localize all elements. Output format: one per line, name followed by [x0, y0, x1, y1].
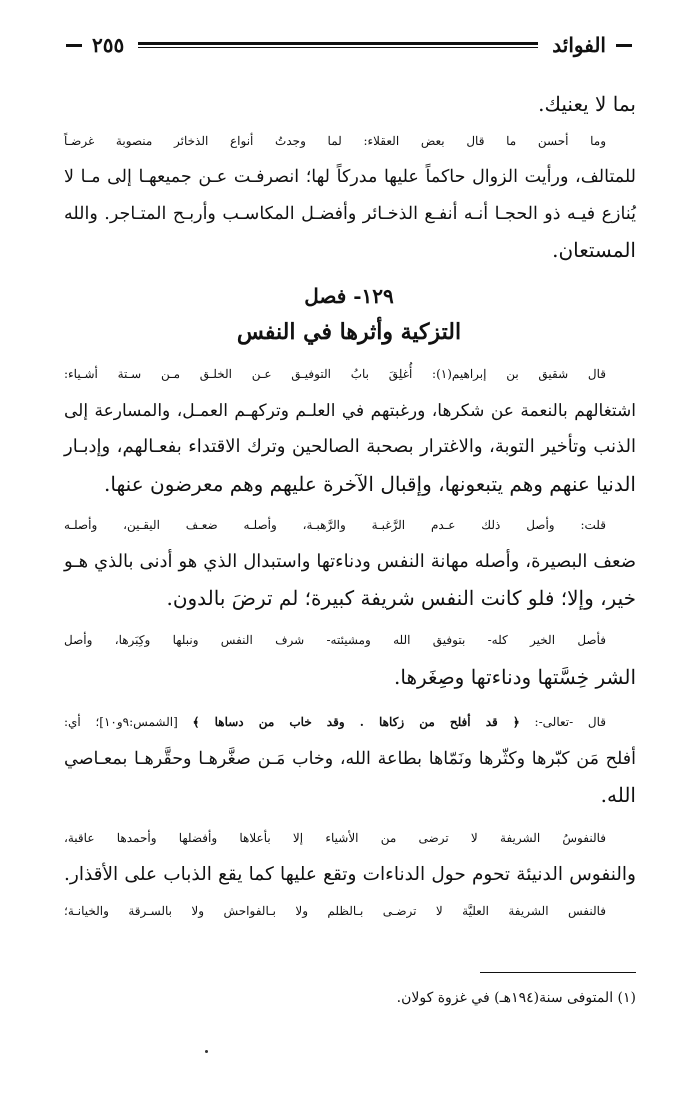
text-line: قلت: وأصل ذلك عـدم الرَّغبـة والرَّهبـة، وأصلـه ضعـف اليقـين، وأصلـه — [64, 518, 606, 532]
page-header — [62, 30, 636, 60]
running-title: الفوائد — [552, 33, 606, 57]
text-line: قال شقيق بن إبراهيم(١): أُغلِقَ بابُ التوفيـق عـن الخلـق مـن سـتة أشـياء: — [64, 367, 606, 381]
verse-reference: [الشمس:٩و١٠]؛ أي: — [64, 715, 193, 729]
text-line: فالنفوسُ الشريفة لا ترضى من الأشياء إلا بأعلاها وأفضلها وأحمدها عاقبة، — [64, 831, 606, 845]
paragraph-asl — [64, 622, 636, 695]
text-line: والنفوس الدنيئة تحوم حول الدناءات وتقع عليها كما يقع الذباب على الأقذار. — [64, 863, 636, 885]
text-line: للمتالف، ورأيت الزوال حاكماً عليها مدركاً لها؛ انصرفـت عـن جميعهـا إلى مـا لا — [64, 167, 636, 187]
header-dash-left — [66, 44, 82, 47]
paragraph-qal — [64, 704, 636, 814]
page-number: ٢٥٥ — [92, 33, 125, 57]
footnote: (١) المتوفى سنة(١٩٤هـ) في غزوة كولان. — [396, 990, 636, 1006]
section-number: ١٢٩- فصل — [304, 284, 394, 308]
text-line: خير، وإلا؛ فلو كانت النفس شريفة كبيرة؛ لم ترضَ بالدون. — [166, 586, 636, 610]
header-dash-right — [616, 44, 632, 47]
text-line: فالنفس الشريفة العليَّة لا ترضـى بـالظلم ولا بـالفواحش ولا بالسـرقة والخيانـة؛ — [64, 904, 606, 918]
header-rule — [138, 42, 538, 48]
paragraph-shaqiq — [64, 356, 636, 502]
text-line: اشتغالهم بالنعمة عن شكرها، ورغبتهم في العلـم وتركهـم العمـل، والمسارعة إلى — [64, 400, 636, 421]
text-line: يُنازع فيـه ذو الحجـا أنـه أنفـع الذخـائر وأفضـل المكاسـب وأربـح المتـاجر. والله — [64, 203, 636, 224]
text-line: الذنب وتأخير التوبة، والاغترار بصحبة الصالحين وترك الاقتداء بفعـالهم، وإدبـار — [64, 436, 636, 457]
verse-prefix: قال -تعالى-: — [519, 715, 606, 729]
text-line: الدنيا عنهم وهم يتبعونها، وإقبال الآخرة عليهم وهم معرضون عنها. — [104, 471, 636, 496]
footnote-separator — [480, 972, 636, 973]
text-line: أفلح مَن كبّرها وكثّرها ونَمّاها بطاعة الله، وخاب مَـن صغَّرهـا وحقَّرهـا بمعـاصي — [64, 748, 636, 769]
paragraph-intro — [64, 86, 636, 269]
text-line: بما لا يعنيك. — [538, 92, 636, 116]
text-line: الله. — [600, 783, 636, 807]
text-line: المستعان. — [552, 238, 636, 262]
quran-quote: ﴿ قد أفلح من زكاها . وقد خاب من دساها ﴾ — [192, 715, 520, 729]
text-line: وما أحسن ما قال بعض العقلاء: لما وجدتُ أنواع الذخائر منصوبة غرضـاً — [64, 133, 606, 148]
text-line: ضعف البصيرة، وأصله مهانة النفس ودناءتها واستبدال الذي هو أدنى بالذي هـو — [64, 550, 636, 572]
text-line: فأصل الخير كله- بتوفيق الله ومشيئته- شرف النفس ونبلها وكِبَرها، وأصل — [64, 633, 606, 647]
text-line: الشر خِسَّتها ودناءتها وصِغَرها. — [394, 664, 636, 689]
section-title: التزكية وأثرها في النفس — [236, 319, 462, 345]
text-line-verse — [64, 704, 636, 741]
paragraph-qultu — [64, 507, 636, 617]
scan-speck — [205, 1050, 208, 1053]
paragraph-nufus — [64, 820, 636, 930]
